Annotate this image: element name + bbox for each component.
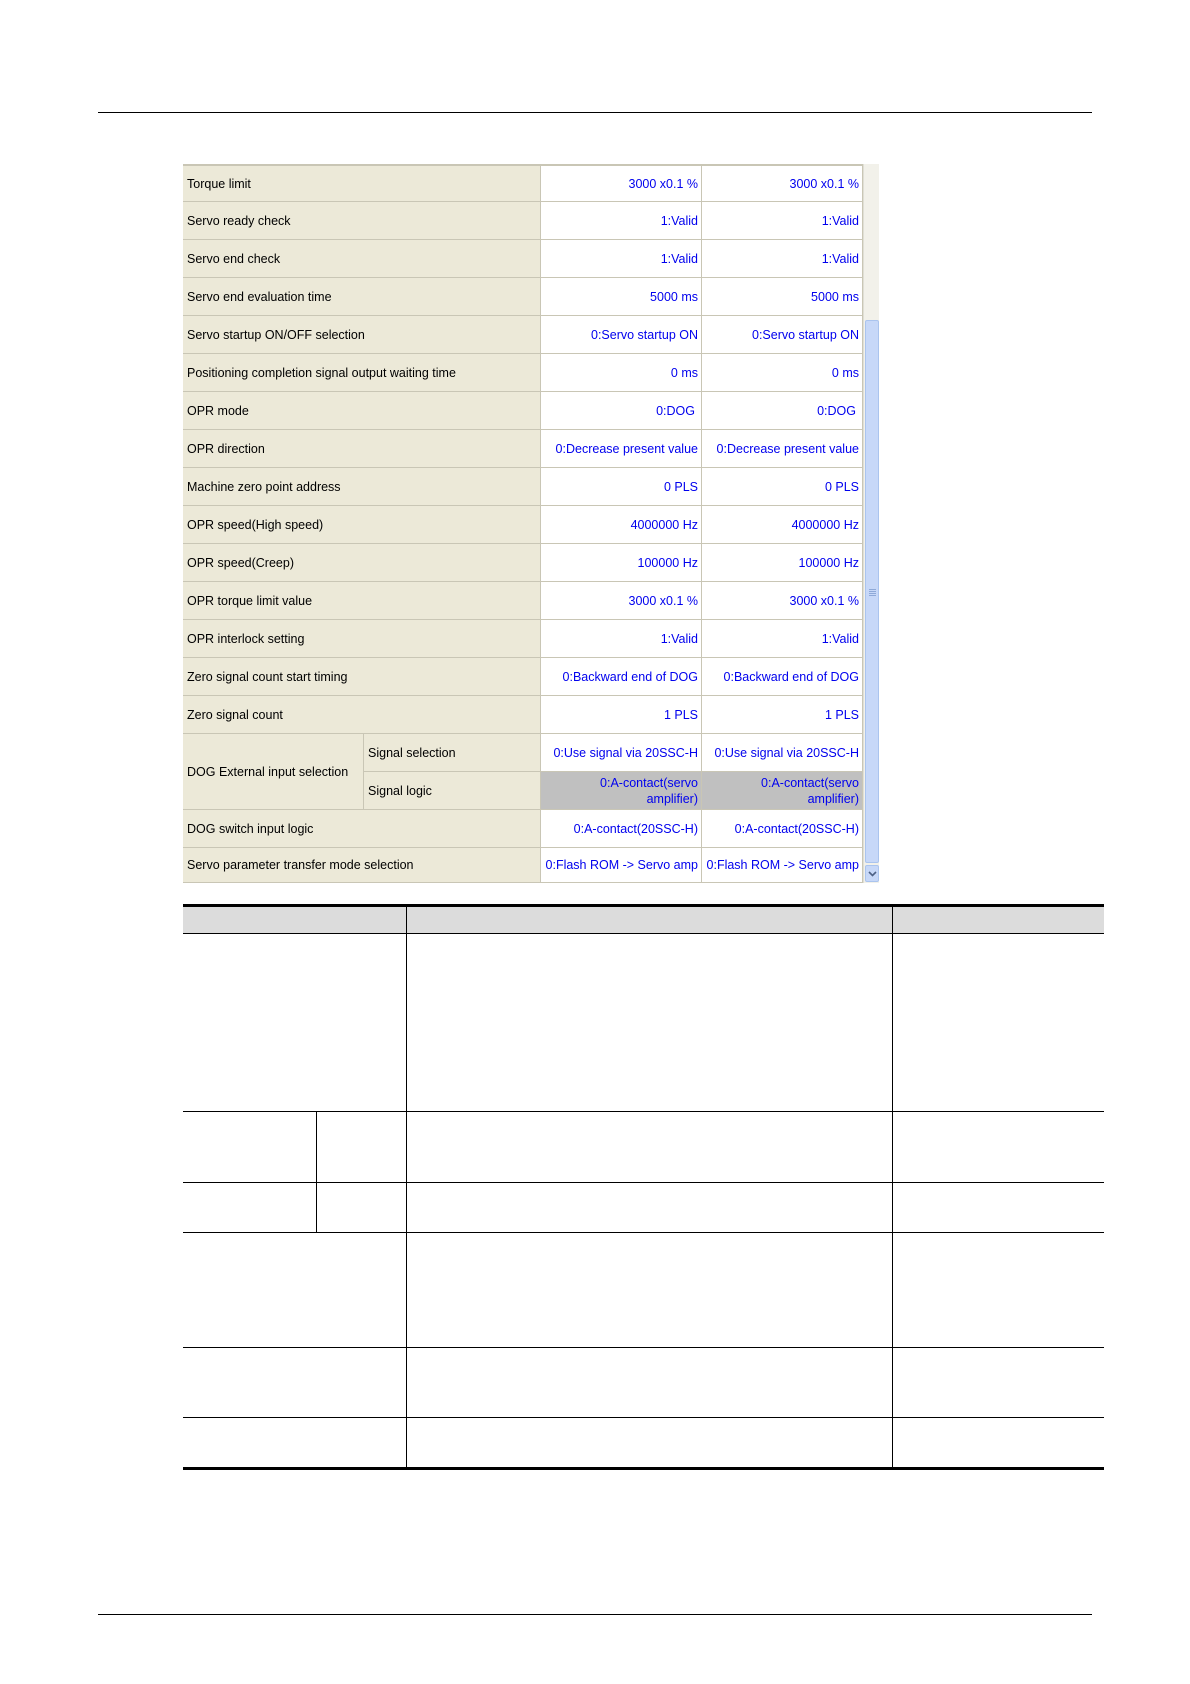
axis2-value[interactable]: 3000 x0.1 % <box>702 582 863 620</box>
table-row-divider <box>183 1417 1104 1418</box>
axis2-value[interactable]: 0:Decrease present value <box>702 430 863 468</box>
axis2-value[interactable]: 1:Valid <box>702 240 863 278</box>
row-label: Torque limit <box>183 166 541 202</box>
row-label: OPR interlock setting <box>183 620 541 658</box>
axis2-value[interactable]: 1:Valid <box>702 620 863 658</box>
grid-row <box>183 240 863 278</box>
vertical-scrollbar[interactable] <box>863 164 879 883</box>
axis2-value[interactable]: 4000000 Hz <box>702 506 863 544</box>
axis2-value[interactable]: 0:Flash ROM -> Servo amp <box>702 848 863 883</box>
table-row-divider <box>183 1347 1104 1348</box>
grid-row <box>183 506 863 544</box>
grid-row <box>183 772 863 810</box>
header-rule <box>98 112 1092 113</box>
axis1-value[interactable]: 0:DOG <box>541 392 702 430</box>
row-label: Servo end evaluation time <box>183 278 541 316</box>
table-header-divider <box>183 933 1104 934</box>
table-header-row <box>183 907 1104 933</box>
table-row-divider <box>183 1111 1104 1112</box>
axis2-value-disabled: 0:A-contact(servo amplifier) <box>702 772 863 810</box>
grid-row <box>183 620 863 658</box>
row-label: Servo end check <box>183 240 541 278</box>
scroll-down-button[interactable] <box>865 865 879 882</box>
grid-row <box>183 582 863 620</box>
axis1-value[interactable]: 0 PLS <box>541 468 702 506</box>
grid-row <box>183 658 863 696</box>
grid-row <box>183 316 863 354</box>
grid-row <box>183 166 863 202</box>
axis1-value[interactable]: 0:Flash ROM -> Servo amp <box>541 848 702 883</box>
grid-row <box>183 430 863 468</box>
axis1-value[interactable]: 5000 ms <box>541 278 702 316</box>
axis2-value[interactable]: 100000 Hz <box>702 544 863 582</box>
table-subcolumn-divider <box>316 1111 317 1232</box>
footer-rule <box>98 1614 1092 1615</box>
grid-row <box>183 810 863 848</box>
axis1-value[interactable]: 1:Valid <box>541 240 702 278</box>
grip-line <box>869 591 876 592</box>
grip-line <box>869 593 876 594</box>
axis1-value[interactable]: 0 ms <box>541 354 702 392</box>
grip-line <box>869 595 876 596</box>
row-label: OPR direction <box>183 430 541 468</box>
row-label: Machine zero point address <box>183 468 541 506</box>
row-label: OPR torque limit value <box>183 582 541 620</box>
axis1-value[interactable]: 1 PLS <box>541 696 702 734</box>
axis1-value[interactable]: 0:Decrease present value <box>541 430 702 468</box>
grid-row <box>183 468 863 506</box>
table-row-divider <box>183 1232 1104 1233</box>
signal-logic-label: Signal logic <box>364 772 541 810</box>
axis1-value[interactable]: 1:Valid <box>541 620 702 658</box>
axis2-value[interactable]: 0 ms <box>702 354 863 392</box>
row-label: Zero signal count start timing <box>183 658 541 696</box>
grid-row <box>183 544 863 582</box>
axis2-value[interactable]: 0 PLS <box>702 468 863 506</box>
axis2-value[interactable]: 0:DOG <box>702 392 863 430</box>
axis1-value-disabled: 0:A-contact(servo amplifier) <box>541 772 702 810</box>
axis2-value[interactable]: 3000 x0.1 % <box>702 166 863 202</box>
servo-parameter-grid <box>183 164 879 883</box>
axis2-value[interactable]: 0:Backward end of DOG <box>702 658 863 696</box>
axis1-value[interactable]: 4000000 Hz <box>541 506 702 544</box>
axis1-value[interactable]: 0:A-contact(20SSC-H) <box>541 810 702 848</box>
grid-row <box>183 848 863 883</box>
axis2-value[interactable]: 0:Servo startup ON <box>702 316 863 354</box>
axis2-value[interactable]: 1:Valid <box>702 202 863 240</box>
grid-row <box>183 734 863 772</box>
grid-row <box>183 392 863 430</box>
row-label: DOG switch input logic <box>183 810 541 848</box>
axis2-value[interactable]: 1 PLS <box>702 696 863 734</box>
chevron-down-icon <box>868 871 877 877</box>
scrollbar-thumb[interactable] <box>865 320 879 863</box>
table-column-divider <box>406 907 407 1467</box>
grid-row <box>183 202 863 240</box>
axis1-value[interactable]: 1:Valid <box>541 202 702 240</box>
row-label: OPR speed(Creep) <box>183 544 541 582</box>
axis2-value[interactable]: 0:Use signal via 20SSC-H <box>702 734 863 772</box>
dog-group-label: DOG External input selection <box>183 734 364 810</box>
axis2-value[interactable]: 5000 ms <box>702 278 863 316</box>
signal-selection-label: Signal selection <box>364 734 541 772</box>
table-column-divider <box>892 907 893 1467</box>
axis1-value[interactable]: 3000 x0.1 % <box>541 166 702 202</box>
axis2-value[interactable]: 0:A-contact(20SSC-H) <box>702 810 863 848</box>
row-label: Servo ready check <box>183 202 541 240</box>
row-label: Positioning completion signal output waiting time <box>183 354 541 392</box>
table-bottom-rule <box>183 1467 1104 1470</box>
grid-row <box>183 354 863 392</box>
axis1-value[interactable]: 0:Backward end of DOG <box>541 658 702 696</box>
grip-line <box>869 589 876 590</box>
row-label: Zero signal count <box>183 696 541 734</box>
axis1-value[interactable]: 100000 Hz <box>541 544 702 582</box>
grid-row <box>183 278 863 316</box>
row-label: OPR mode <box>183 392 541 430</box>
axis1-value[interactable]: 0:Servo startup ON <box>541 316 702 354</box>
table-row-divider <box>183 1182 1104 1183</box>
axis1-value[interactable]: 0:Use signal via 20SSC-H <box>541 734 702 772</box>
row-label: Servo startup ON/OFF selection <box>183 316 541 354</box>
row-label: OPR speed(High speed) <box>183 506 541 544</box>
row-label: Servo parameter transfer mode selection <box>183 848 541 883</box>
axis1-value[interactable]: 3000 x0.1 % <box>541 582 702 620</box>
grid-row <box>183 696 863 734</box>
